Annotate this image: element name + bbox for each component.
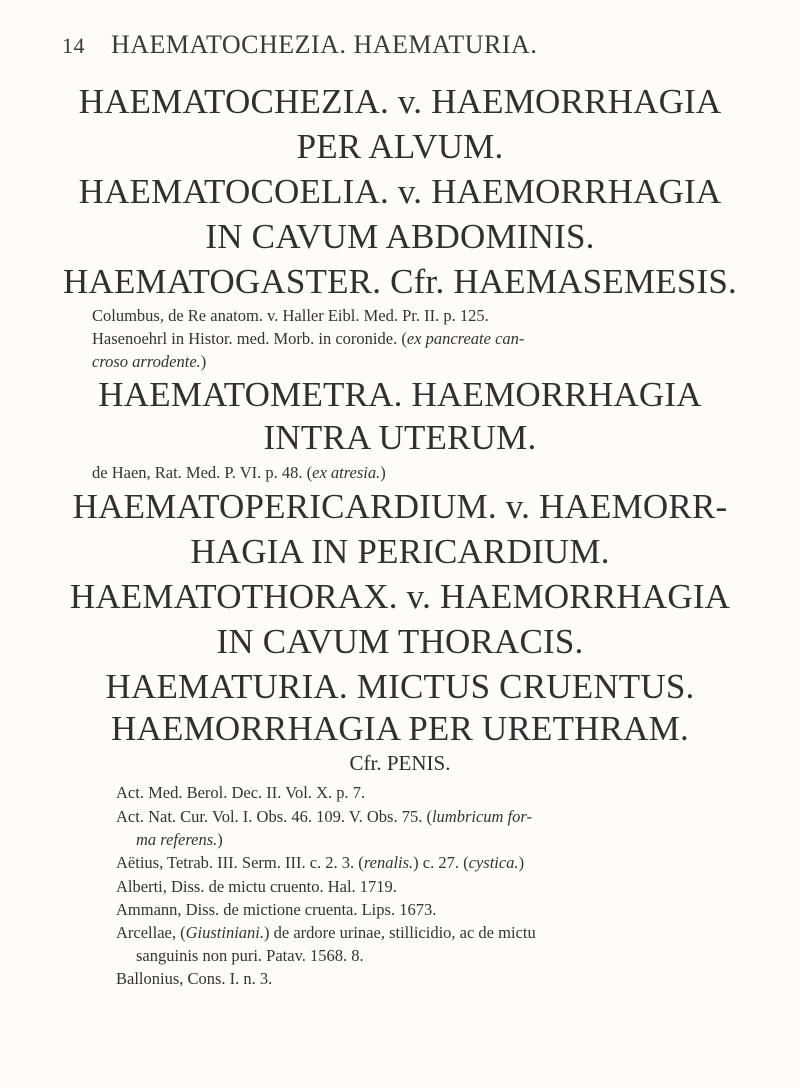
reference-line: Alberti, Diss. de mictu cruento. Hal. 1719. — [116, 877, 397, 896]
reference-line: Columbus, de Re anatom. v. Haller Eibl. Med. Pr. II. p. 125. — [92, 306, 489, 325]
entry-haematochezia-headword-cont: PER ALVUM. — [296, 127, 504, 166]
reference-line: Hasenoehrl in Histor. med. Morb. in coronide. (ex pancreate can- — [92, 329, 525, 348]
entry-haematopericardium-headword: HAEMATOPERICARDIUM. v. HAEMORR- — [72, 487, 728, 526]
reference-italic-note: renalis. — [363, 853, 414, 872]
cross-reference: Cfr. PENIS. — [349, 751, 451, 775]
reference-line: Aëtius, Tetrab. III. Serm. III. c. 2. 3. (renalis.) c. 27. (cystica.) — [116, 853, 525, 872]
entry-haematogaster-headword: HAEMATOGASTER. Cfr. HAEMASEMESIS. — [63, 262, 737, 301]
reference-line: croso arrodente.) — [92, 352, 207, 371]
entry-haematothorax-headword: HAEMATOTHORAX. v. HAEMORRHAGIA — [69, 577, 731, 616]
page-number: 14 — [62, 33, 85, 58]
entry-haematometra-headword: HAEMATOMETRA. HAEMORRHAGIA — [98, 375, 702, 414]
reference-line: Arcellae, (Giustiniani.) de ardore urinae, stillicidio, ac de mictu — [116, 923, 536, 942]
entry-haematuria-headword-cont: HAEMORRHAGIA PER URETHRAM. — [111, 709, 689, 748]
reference-italic-note: croso arrodente. — [92, 352, 201, 371]
running-head — [62, 30, 702, 70]
reference-line: Act. Med. Berol. Dec. II. Vol. X. p. 7. — [116, 783, 366, 802]
reference-line: sanguinis non puri. Patav. 1568. 8. — [136, 946, 364, 965]
reference-italic-note: Giustiniani. — [185, 923, 265, 942]
reference-italic-note: lumbricum for- — [431, 807, 533, 826]
reference-line: Ammann, Diss. de mictione cruenta. Lips. 1673. — [116, 900, 437, 919]
reference-line: Ballonius, Cons. I. n. 3. — [116, 969, 273, 988]
entry-haematocoelia-headword-cont: IN CAVUM ABDOMINIS. — [205, 217, 595, 256]
entry-haematothorax-headword-cont: IN CAVUM THORACIS. — [216, 622, 584, 661]
reference-line: ma referens.) — [136, 830, 223, 849]
reference-italic-note: ex atresia. — [312, 463, 381, 482]
entry-haematopericardium-headword-cont: HAGIA IN PERICARDIUM. — [190, 532, 610, 571]
entry-haematochezia-headword: HAEMATOCHEZIA. v. HAEMORRHAGIA — [78, 82, 722, 121]
reference-line: de Haen, Rat. Med. P. VI. p. 48. (ex atresia.) — [92, 463, 386, 482]
reference-line: Act. Nat. Cur. Vol. I. Obs. 46. 109. V. Obs. 75. (lumbricum for- — [116, 807, 533, 826]
reference-italic-note: cystica. — [468, 853, 519, 872]
entry-haematocoelia-headword: HAEMATOCOELIA. v. HAEMORRHAGIA — [78, 172, 722, 211]
entry-haematuria-headword: HAEMATURIA. MICTUS CRUENTUS. — [105, 667, 695, 706]
running-head-title: HAEMATOCHEZIA. HAEMATURIA. — [111, 30, 538, 59]
entry-haematometra-headword-cont: INTRA UTERUM. — [263, 418, 537, 457]
reference-italic-note: ma referens. — [136, 830, 218, 849]
reference-italic-note: ex pancreate can- — [406, 329, 525, 348]
